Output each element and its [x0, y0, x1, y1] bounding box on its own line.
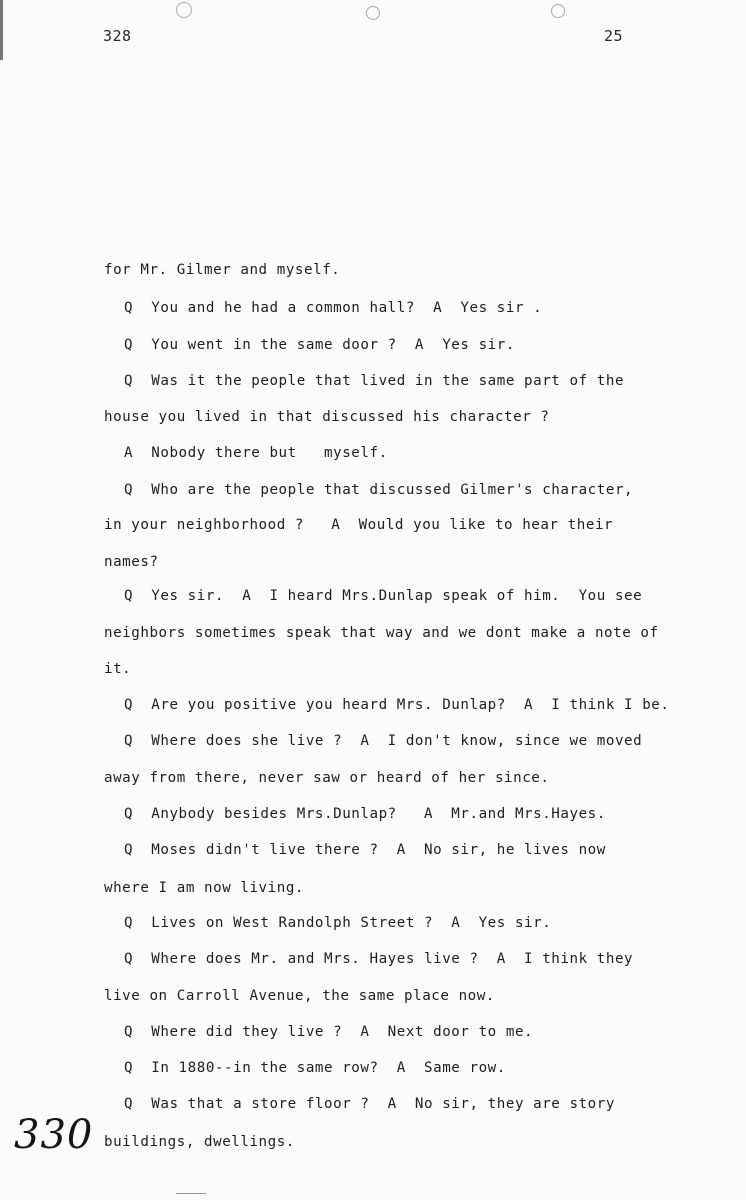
page-edge-mark	[0, 0, 3, 60]
transcript-line: Q Where does she live ? A I don't know, since we moved	[124, 733, 643, 749]
transcript-line: where I am now living.	[104, 880, 305, 896]
transcript-line: neighbors sometimes speak that way and we dont make a note of	[104, 625, 659, 641]
transcript-line: Q Was it the people that lived in the same part of the	[124, 373, 625, 389]
transcript-line: Q You and he had a common hall? A Yes sir .	[124, 300, 543, 316]
punch-hole-mark	[551, 4, 565, 18]
transcript-line: Q In 1880--in the same row? A Same row.	[124, 1060, 506, 1076]
transcript-line: it.	[104, 661, 132, 677]
transcript-line: Q Lives on West Randolph Street ? A Yes sir.	[124, 915, 552, 931]
transcript-line: Q Anybody besides Mrs.Dunlap? A Mr.and Mrs.Hayes.	[124, 806, 606, 822]
transcript-line: for Mr. Gilmer and myself.	[104, 262, 341, 278]
transcript-line: Q Yes sir. A I heard Mrs.Dunlap speak of him. You see	[124, 588, 643, 604]
transcript-line: live on Carroll Avenue, the same place now.	[104, 988, 495, 1004]
transcript-line: in your neighborhood ? A Would you like to hear their	[104, 517, 614, 533]
punch-hole-mark	[176, 2, 192, 18]
transcript-line: Q Where does Mr. and Mrs. Hayes live ? A I think they	[124, 951, 634, 967]
punch-hole-mark	[366, 6, 380, 20]
transcript-line: names?	[104, 554, 159, 570]
transcript-line: Q Was that a store floor ? A No sir, they are story	[124, 1096, 615, 1112]
handwritten-margin-number: 330	[14, 1112, 94, 1158]
transcript-line: buildings, dwellings.	[104, 1134, 295, 1150]
transcript-line: house you lived in that discussed his character ?	[104, 409, 550, 425]
transcript-line: Q Moses didn't live there ? A No sir, he lives now	[124, 842, 606, 858]
transcript-line: Q Are you positive you heard Mrs. Dunlap? A I think I be.	[124, 697, 670, 713]
transcript-line: Q Who are the people that discussed Gilmer's character,	[124, 482, 634, 498]
page-bottom-mark	[176, 1193, 206, 1194]
transcript-line: away from there, never saw or heard of her since.	[104, 770, 550, 786]
page-number-right: 25	[604, 27, 624, 45]
transcript-line: Q Where did they live ? A Next door to me.	[124, 1024, 534, 1040]
page-number-left: 328	[103, 27, 132, 45]
transcript-line: A Nobody there but myself.	[124, 445, 388, 461]
transcript-line: Q You went in the same door ? A Yes sir.	[124, 337, 515, 353]
